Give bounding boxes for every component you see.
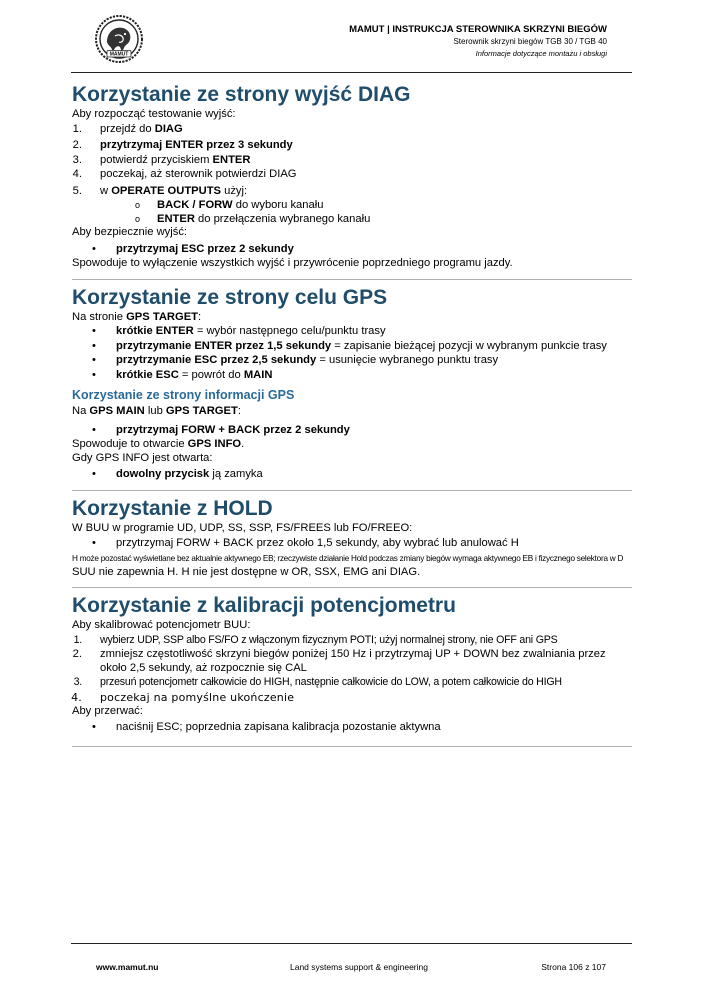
- header-subtitle: Sterownik skrzyni biegów TGB 30 / TGB 40: [453, 37, 607, 46]
- list-item: • naciśnij ESC; poprzednia zapisana kalibracja pozostanie aktywna: [72, 721, 632, 735]
- list-item: • krótkie ENTER = wybór następnego celu/punktu trasy: [72, 325, 632, 339]
- bullet-list: [72, 721, 632, 735]
- footer-rule: [71, 943, 632, 944]
- section-heading: Korzystanie z kalibracji potencjometru: [72, 594, 456, 617]
- list-item: 1. przejdź do DIAG: [72, 122, 183, 135]
- list-item: 4. poczekaj na pomyślne ukończenie: [71, 690, 295, 704]
- section-hold: [72, 490, 632, 580]
- subsection-heading: Korzystanie ze strony informacji GPS: [72, 388, 295, 402]
- list-item: o ENTER do przełączenia wybranego kanału: [72, 213, 632, 227]
- mamut-logo: [94, 14, 144, 64]
- section-heading: Korzystanie z HOLD: [72, 496, 273, 520]
- list-item: • przytrzymanie ENTER przez 1,5 sekundy = zapisanie bieżącej pozycji w wybranym punkcie trasy: [72, 340, 632, 354]
- section-end-rule: [72, 746, 632, 747]
- page-header: [349, 24, 607, 60]
- paragraph: Aby skalibrować potencjometr BUU:: [72, 619, 251, 631]
- bullet-list: [72, 537, 632, 551]
- paragraph: Spowoduje to otwarcie GPS INFO.: [72, 438, 245, 450]
- section-heading: Korzystanie ze strony celu GPS: [72, 285, 388, 309]
- list-item: • przytrzymaj ESC przez 2 sekundy: [72, 243, 632, 257]
- list-item: • dowolny przycisk ją zamyka: [72, 468, 632, 482]
- list-item: 3. przesuń potencjometr całkowicie do HIGH, następnie całkowicie do LOW, a potem całkowicie do HIGH: [73, 676, 562, 688]
- list-item: 2. przytrzymaj ENTER przez 3 sekundy: [72, 139, 293, 151]
- bullet-list: [72, 424, 632, 438]
- section-calibration: [72, 587, 632, 747]
- paragraph: Na stronie GPS TARGET:: [72, 310, 202, 323]
- list-item: • przytrzymanie ESC przez 2,5 sekundy = usunięcie wybranego punktu trasy: [72, 354, 632, 368]
- numbered-list: [72, 123, 632, 199]
- header-note: Informacje dotyczące montażu i obsługi: [475, 49, 607, 58]
- footer-website: www.mamut.nu: [96, 962, 159, 972]
- footer-tagline: Land systems support & engineering: [290, 962, 428, 972]
- list-item: o BACK / FORW do wyboru kanału: [72, 199, 632, 213]
- list-item: 1. wybierz UDP, SSP albo FS/FO z włączonym fizycznym POTI; użyj normalnej strony, nie OFF ani GPS: [73, 633, 558, 646]
- paragraph: Aby bezpiecznie wyjść:: [72, 226, 188, 238]
- section-diag: [72, 82, 632, 271]
- numbered-list: [72, 634, 632, 705]
- list-item: • przytrzymaj FORW + BACK przez 2 sekundy: [72, 424, 632, 438]
- svg-text:MAMUT: MAMUT: [109, 51, 129, 58]
- paragraph: W BUU w programie UD, UDP, SS, SSP, FS/FREES lub FO/FREEO:: [72, 521, 413, 534]
- list-item: • krótkie ESC = powrót do MAIN: [72, 369, 632, 383]
- footer-page-number: Strona 106 z 107: [541, 962, 606, 972]
- bullet-list: [72, 325, 632, 382]
- bullet-list: [72, 243, 632, 257]
- paragraph: SUU nie zapewnia H. H nie jest dostępne w OR, SSX, EMG ani DIAG.: [72, 565, 421, 578]
- paragraph: Aby przerwać:: [72, 705, 143, 717]
- section-heading: Korzystanie ze strony wyjść DIAG: [72, 83, 411, 106]
- bullet-list: [72, 468, 632, 482]
- paragraph: Aby rozpocząć testowanie wyjść:: [72, 108, 236, 120]
- header-rule: [71, 72, 632, 73]
- paragraph: Gdy GPS INFO jest otwarta:: [72, 451, 213, 464]
- paragraph: Spowoduje to wyłączenie wszystkich wyjść i przywrócenie poprzedniego programu jazdy.: [72, 257, 513, 269]
- list-item: 5. w OPERATE OUTPUTS użyj:: [72, 184, 248, 197]
- fine-print: H może pozostać wyświetlane bez aktualnie aktywnego EB; rzeczywiste działanie Hold podczas zmiany biegów wymaga aktywnego EB i fizycznego selektora w D: [72, 553, 624, 563]
- header-title: MAMUT | INSTRUKCJA STEROWNIKA SKRZYNI BIEGÓW: [349, 24, 607, 35]
- list-item: 2. zmniejsz częstotliwość skrzyni biegów poniżej 150 Hz i przytrzymaj UP + DOWN bez zwalniania przez około 2,5 sekundy, aż rozpocznie się CAL: [72, 648, 606, 674]
- sub-list: [72, 199, 632, 226]
- list-item: 3. potwierdź przyciskiem ENTER: [72, 153, 251, 166]
- list-item: 4. poczekaj, aż sterownik potwierdzi DIAG: [72, 168, 297, 180]
- paragraph: Na GPS MAIN lub GPS TARGET:: [72, 405, 241, 417]
- section-gps: [72, 279, 632, 482]
- document-body: [72, 82, 632, 747]
- list-item: • przytrzymaj FORW + BACK przez około 1,5 sekundy, aby wybrać lub anulować H: [72, 537, 632, 551]
